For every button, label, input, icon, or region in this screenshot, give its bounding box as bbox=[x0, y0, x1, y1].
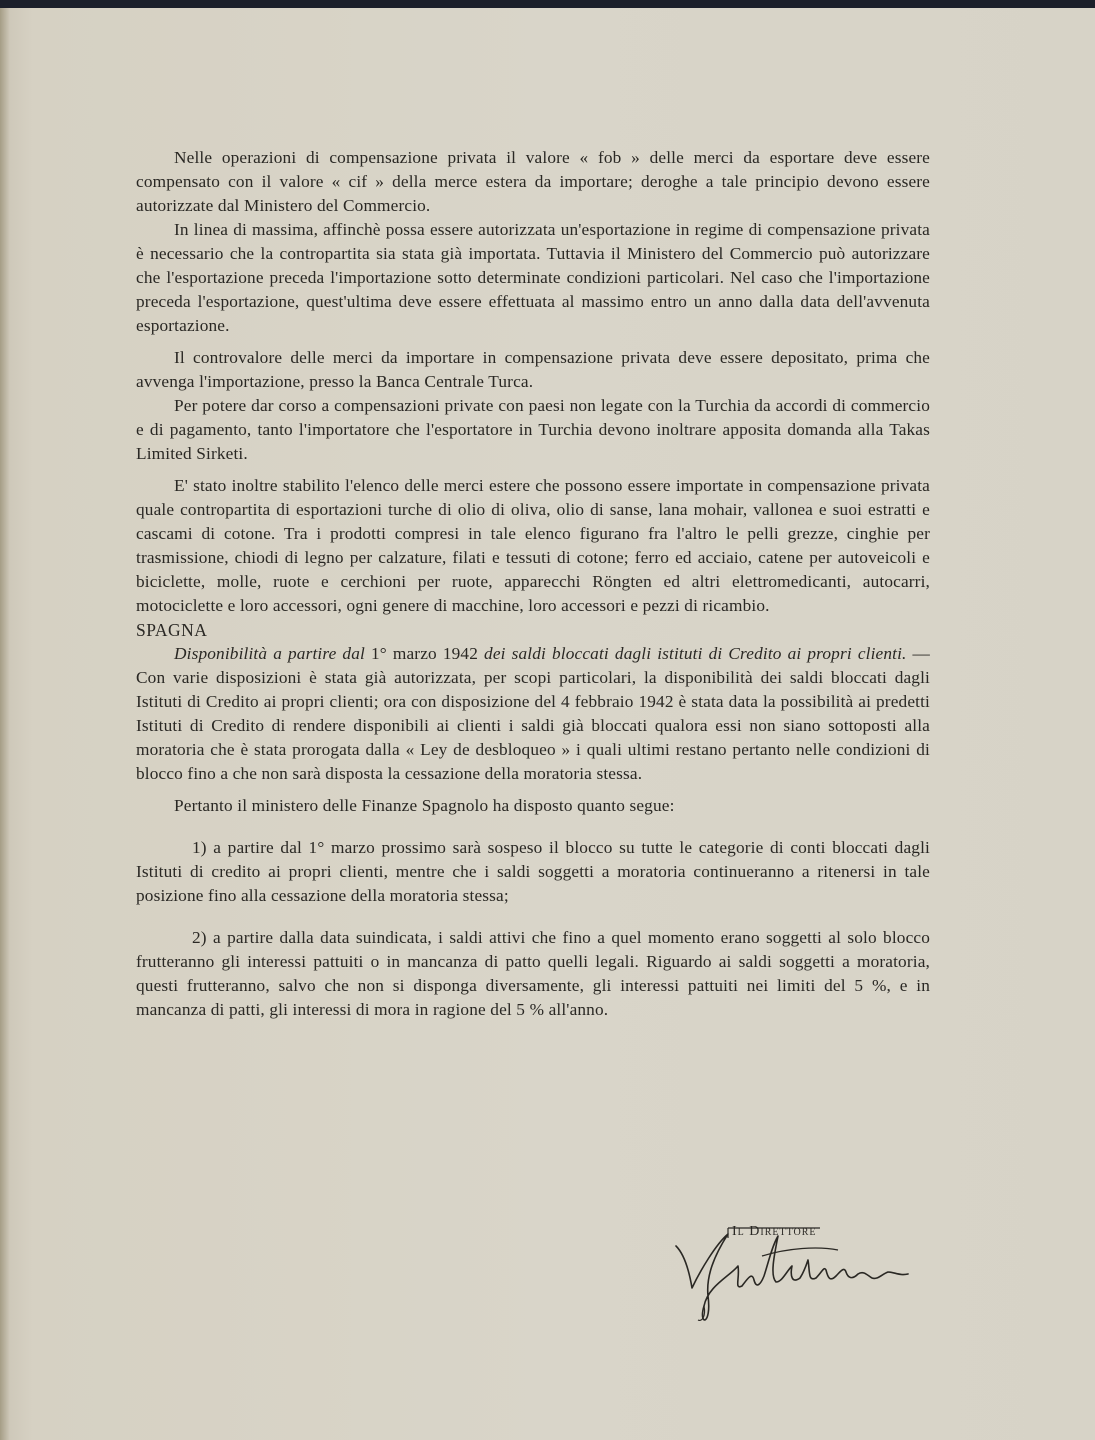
document-page bbox=[0, 8, 1095, 1440]
paragraph-decree: Pertanto il ministero delle Finanze Spagnolo ha disposto quanto segue: bbox=[174, 796, 675, 815]
section-intro-text: — Con varie disposizioni è stata già autorizzata, per scopi particolari, la disponibilità dei saldi bloccati dagli Istituti di Credito ai propri clienti; ora con disposizione del 4 febbraio 1942 è stata data la possibilità ai predetti Istituti di Credito di rendere disponibili ai clienti i saldi già bloccati qualora essi non siano sottoposti alla moratoria che è stata prorogata dalla « Ley de desbloqueo » i quali ultimi restano pertanto nelle condizioni di blocco fino a che non sarà disposta la cessazione della moratoria stessa. bbox=[136, 644, 930, 783]
section-title-part2: dei saldi bloccati dagli istituti di Credito ai propri clienti. bbox=[484, 644, 907, 663]
paragraph-deposit: Il controvalore delle merci da importare in compensazione privata deve essere depositato, prima che avvenga l'importazione, presso la Banca Centrale Turca. bbox=[136, 348, 930, 391]
section-title-date: 1° marzo 1942 bbox=[371, 644, 479, 663]
paragraph-goods-list: E' stato inoltre stabilito l'elenco delle merci estere che possono essere importate in compensazione privata quale contropartita di esportazioni turche di olio di oliva, olio di sanse, lana mohair, vallonea e suoi estratti e cascami di cotone. Tra i prodotti compresi in tale elenco figurano fra l'altro le pelli grezze, cinghie per trasmissione, chiodi di legno per calzature, filati e tessuti di cotone; ferro ed acciaio, catene per autoveicoli e biciclette, molle, ruote e cerchioni per ruote, apparecchi Röngten ed altri elettromedicanti, autocarri, motociclette e loro accessori, ogni genere di macchine, loro accessori e pezzi di ricambio. bbox=[136, 476, 930, 615]
signature-block bbox=[668, 1216, 938, 1326]
paragraph-private-compensation: Per potere dar corso a compensazioni private con paesi non legate con la Turchia da accordi di commercio e di pagamento, tanto l'importatore che l'esportatore in Turchia devono inoltrare apposita domanda alla Takas Limited Sirketi. bbox=[136, 396, 930, 463]
paragraph-spagna-intro bbox=[136, 642, 930, 786]
section-heading-spagna: SPAGNA bbox=[136, 620, 208, 640]
list-item-1: 1) a partire dal 1° marzo prossimo sarà sospeso il blocco su tutte le categorie di conti bloccati dagli Istituti di credito ai propri clienti, mentre che i saldi soggetti a moratoria continueranno a ritenersi in tale posizione fino alla cessazione della moratoria stessa; bbox=[136, 838, 930, 905]
paragraph-fob-cif: Nelle operazioni di compensazione privata il valore « fob » delle merci da esportare deve essere compensato con il valore « cif » della merce estera da importare; deroghe a tale principio devono essere autorizzate dal Ministero del Commercio. bbox=[136, 148, 930, 215]
document-body bbox=[136, 146, 930, 1022]
list-item-2: 2) a partire dalla data suindicata, i saldi attivi che fino a quel momento erano soggetti al solo blocco frutteranno gli interessi pattuiti o in mancanza di patto quelli legali. Riguardo ai saldi soggetti a moratoria, questi frutteranno, salvo che non si disponga diversamente, gli interessi pattuiti nei limiti del 5 %, e in mancanza di patti, gli interessi di mora in ragione del 5 % all'anno. bbox=[136, 928, 930, 1019]
section-title-part1: Disponibilità a partire dal bbox=[174, 644, 365, 663]
signature-title: Il Direttore bbox=[732, 1224, 817, 1239]
paragraph-authorization: In linea di massima, affinchè possa essere autorizzata un'esportazione in regime di compensazione privata è necessario che la contropartita sia stata già importata. Tuttavia il Ministero del Commercio può autorizzare che l'esportazione preceda l'importazione sotto determinate condizioni particolari. Nel caso che l'importazione preceda l'esportazione, quest'ultima deve essere effettuata al massimo entro un anno dalla data dell'avvenuta esportazione. bbox=[136, 220, 930, 335]
